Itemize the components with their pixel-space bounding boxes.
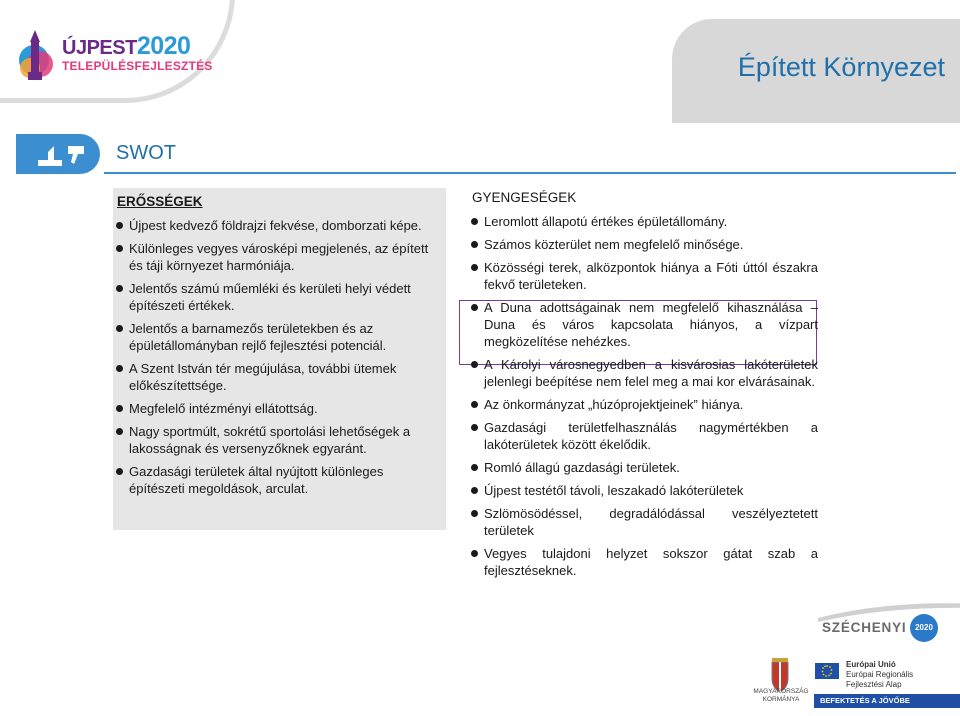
bullet-icon (116, 365, 123, 372)
ujpest-2020-logo (16, 26, 213, 86)
logo-title (62, 32, 190, 61)
list-item: Újpest kedvező földrajzi fekvése, domborzati képe. (113, 217, 446, 234)
bullet-icon (116, 222, 123, 229)
list-item: A Duna adottságainak nem megfelelő kihasználása – Duna és város kapcsolata hiányos, a vízpart megközelítése nehézkes. (468, 299, 818, 350)
list-item: Gazdasági területek által nyújtott különleges építészeti megoldások, arculat. (113, 463, 446, 497)
bullet-icon (471, 218, 478, 225)
bullet-icon (116, 245, 123, 252)
strengths-heading: ERŐSSÉGEK (117, 194, 203, 209)
bullet-icon (471, 264, 478, 271)
list-item: Közösségi terek, alközpontok hiánya a Fóti úttól északra fekvő területeken. (468, 259, 818, 293)
list-item: Számos közterület nem megfelelő minősége. (468, 236, 818, 253)
government-crest-label (752, 688, 810, 704)
list-item: Leromlott állapotú értékes épületállomány. (468, 213, 818, 230)
logo-subtitle: TELEPÜLÉSFEJLESZTÉS (62, 59, 213, 73)
bullet-icon (116, 405, 123, 412)
weaknesses-list (458, 213, 818, 579)
weaknesses-panel (458, 188, 818, 618)
crest-line-1: MAGYARORSZÁG (753, 688, 809, 695)
list-item: Szlömösödéssel, degradálódással veszélyeztetett területek (468, 505, 818, 539)
eu-slogan-bar: BEFEKTETÉS A JÖVŐBE (814, 694, 960, 708)
bullet-icon (116, 468, 123, 475)
strengths-panel (113, 188, 446, 530)
logo-year: 2020 (136, 32, 191, 60)
page-title: Épített Környezet (737, 52, 945, 82)
strengths-list (113, 217, 446, 497)
swot-tab (16, 134, 100, 174)
list-item: Romló állagú gazdasági területek. (468, 459, 818, 476)
section-divider (104, 172, 956, 174)
bullet-icon (471, 304, 478, 311)
bullet-icon (471, 424, 478, 431)
bullet-icon (116, 285, 123, 292)
eu-line-2: Európai Regionális (846, 670, 914, 679)
weaknesses-heading: GYENGESÉGEK (472, 190, 577, 205)
list-item: Jelentős számú műemléki és kerületi helyi védett építészeti értékek. (113, 280, 446, 314)
eu-line-1: Európai Unió (846, 660, 896, 669)
bullet-icon (471, 464, 478, 471)
bullet-icon (471, 510, 478, 517)
szechenyi-2020-badge: 2020 (910, 614, 938, 642)
list-item: Újpest testétől távoli, leszakadó lakóterületek (468, 482, 818, 499)
eu-text (846, 660, 913, 690)
eu-line-3: Fejlesztési Alap (846, 680, 902, 689)
list-item: Az önkormányzat „húzóprojektjeinek” hiánya. (468, 396, 818, 413)
section-title: SWOT (116, 142, 176, 164)
list-item: A Szent István tér megújulása, további ütemek előkészítettsége. (113, 360, 446, 394)
list-item: Gazdasági területfelhasználás nagymértékben a lakóterületek között ékelődik. (468, 419, 818, 453)
building-logo-icon (16, 28, 60, 84)
bullet-icon (471, 550, 478, 557)
eu-flag-icon (815, 663, 839, 679)
szechenyi-logo-text: SZÉCHENYI (822, 620, 907, 635)
list-item: Különleges vegyes városképi megjelenés, az épített és táji környezet harmóniája. (113, 240, 446, 274)
bullet-icon (471, 241, 478, 248)
bullet-icon (116, 428, 123, 435)
list-item: A Károlyi városnegyedben a kisvárosias lakóterületek jelenlegi beépítése nem felel meg a mai kor elvárásainak. (468, 356, 818, 390)
bullet-icon (471, 401, 478, 408)
list-item: Vegyes tulajdoni helyzet sokszor gátat szab a fejlesztéseknek. (468, 545, 818, 579)
thumbs-up-down-icon (16, 134, 100, 174)
crest-line-2: KORMÁNYA (762, 696, 800, 703)
list-item: Nagy sportmúlt, sokrétű sportolási lehetőségek a lakosságnak és versenyzőknek egyaránt. (113, 423, 446, 457)
list-item: Jelentős a barnamezős területekben és az épületállományban rejlő fejlesztési potenciál. (113, 320, 446, 354)
logo-name: ÚJPEST (62, 37, 137, 59)
bullet-icon (116, 325, 123, 332)
bullet-icon (471, 361, 478, 368)
list-item: Megfelelő intézményi ellátottság. (113, 400, 446, 417)
bullet-icon (471, 487, 478, 494)
